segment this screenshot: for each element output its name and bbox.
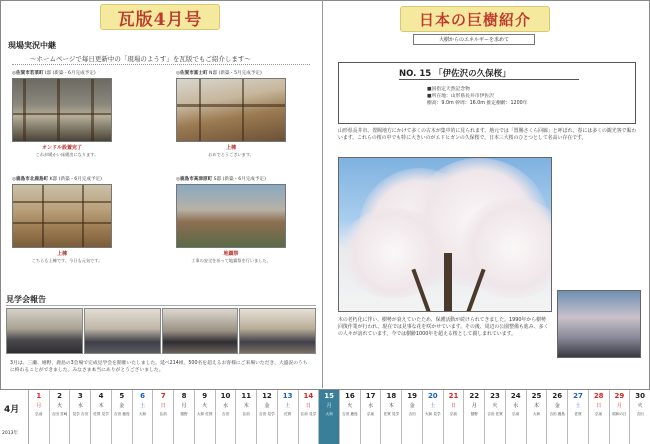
calendar-weekday: 火 <box>347 403 353 409</box>
site-place: ◎佐賀市若菜町 <box>12 71 44 76</box>
open-house-photo <box>6 308 83 354</box>
calendar-day-event: 大和 <box>138 412 147 416</box>
calendar-day-number: 21 <box>448 392 459 400</box>
calendar-day <box>547 390 568 444</box>
calendar-day <box>423 390 444 444</box>
tree-number-title: NO. 15 「伊佐沢の久保桜」 <box>399 69 511 79</box>
calendar-day <box>319 390 340 444</box>
calendar-month-cell <box>0 390 29 444</box>
calendar-day <box>568 390 589 444</box>
calendar-day-event: 弘前 <box>512 412 520 416</box>
calendar-day-event: 吉田 鹿島 <box>114 412 130 416</box>
calendar-weekday: 月 <box>471 403 477 409</box>
calendar-day-number: 1 <box>36 392 42 400</box>
calendar-month: 4月 <box>4 405 20 415</box>
calendar-day <box>630 390 650 444</box>
site-name: S邸 <box>213 177 222 182</box>
tree-description: 山形県長井市、置賜地方にかけて多くの古木が集中的に見られます。地元では「置賜さくら回廊」と呼ばれ、春には多くの観光客で賑わいます。これらの桜の中でも特に大きいのがエドヒガンの久保桜で、日本三大桜のひとつとして名高い存在です。 <box>338 128 637 142</box>
calendar-day-event: 吉田 <box>408 412 416 416</box>
calendar-day-number: 9 <box>202 392 208 400</box>
calendar-weekday: 金 <box>554 403 560 409</box>
calendar-weekday: 金 <box>264 403 270 409</box>
open-house-photo <box>84 308 161 354</box>
calendar-day-event: 佐賀 見学 <box>93 412 109 416</box>
cherry-tree-detail-photo <box>557 290 641 358</box>
site-name: K邸 <box>49 177 58 182</box>
calendar-day-event: 佐賀 <box>284 412 292 416</box>
calendar-day-number: 27 <box>573 392 583 400</box>
calendar-day-number: 2 <box>57 392 63 400</box>
calendar-day-number: 3 <box>77 392 83 400</box>
calendar-day-number: 14 <box>303 392 314 400</box>
tree-title-rule <box>399 79 579 80</box>
open-house-photo <box>162 308 239 354</box>
calendar-weekday: 日 <box>451 403 457 409</box>
site-label: 地鎮祭 <box>223 251 239 257</box>
calendar-day-number: 23 <box>490 392 500 400</box>
calendar-day-event: 嬉野 <box>470 412 478 416</box>
calendar-day-event: 弘前 見学 <box>300 412 317 416</box>
calendar-day-number: 15 <box>324 392 335 400</box>
calendar-day <box>589 390 610 444</box>
calendar-day-event: 吉田 <box>636 412 644 416</box>
calendar-days <box>29 390 650 444</box>
calendar-day <box>70 390 91 444</box>
site-status: (新築・5月完成予定) <box>218 71 262 76</box>
calendar-weekday: 木 <box>243 403 249 409</box>
calendar-weekday: 火 <box>492 403 498 409</box>
site-card-4 <box>176 176 316 264</box>
calendar-weekday: 金 <box>119 403 125 409</box>
calendar-day-event: 大和 佐賀 <box>196 412 213 416</box>
calendar-day <box>278 390 299 444</box>
calendar-weekday: 水 <box>368 403 374 409</box>
site-place: ◎佐賀市富士町 <box>176 71 208 76</box>
calendar-weekday: 金 <box>409 403 415 409</box>
calendar-day-event: 嬉野 <box>180 412 188 416</box>
calendar-day <box>464 390 485 444</box>
calendar-weekday: 火 <box>637 403 643 409</box>
open-house-photo <box>239 308 316 354</box>
site-place: ◎鹿島市北鹿島町 <box>12 177 49 182</box>
calendar-day <box>153 390 174 444</box>
feature-banner <box>400 6 550 32</box>
feature-title: 日本の巨樹紹介 <box>418 10 531 29</box>
site-status: (新築・6月完成予定) <box>58 177 102 182</box>
calendar-day-number: 13 <box>282 392 293 400</box>
calendar-day <box>527 390 548 444</box>
calendar-day <box>91 390 112 444</box>
calendar-weekday: 月 <box>326 403 332 409</box>
calendar-day <box>299 390 320 444</box>
calendar-day-number: 17 <box>365 392 376 400</box>
tree-dimensions: 樹高：9.0m 幹周：16.0m 推定樹齢：1200年 <box>427 101 528 107</box>
site-note: おめでとうございます。 <box>208 152 254 157</box>
calendar-weekday: 土 <box>140 403 146 409</box>
section-subtitle: ～ホームページで毎日更新中の「現場のようす」を瓦版でもご紹介します～ <box>30 55 251 63</box>
site-photo <box>176 184 286 248</box>
calendar-year: 2013年 <box>2 431 18 436</box>
site-name: N邸 <box>209 71 218 76</box>
calendar-day <box>506 390 527 444</box>
tree-info-box <box>338 62 636 124</box>
calendar-weekday: 火 <box>57 403 63 409</box>
calendar-weekday: 水 <box>222 403 228 409</box>
site-name: I邸 <box>45 71 51 76</box>
tree-location: ■所在地：山形県長井市伊佐沢 <box>427 94 494 100</box>
calendar-day-number: 28 <box>593 392 604 400</box>
calendar-day <box>195 390 216 444</box>
calendar-weekday: 水 <box>77 403 83 409</box>
site-label: オンドル設置完了 <box>41 145 82 151</box>
site-label: 上棟 <box>225 145 236 151</box>
calendar-day-event: 大和 見学 <box>425 412 441 416</box>
calendar-day-number: 25 <box>531 392 542 400</box>
calendar-weekday: 土 <box>430 403 436 409</box>
site-note: これが暖かい床暖房になります。 <box>35 152 99 157</box>
calendar-weekday: 土 <box>285 403 291 409</box>
dotted-divider <box>12 64 310 65</box>
site-status: (新築・6月完成予定) <box>222 177 266 182</box>
page-divider <box>322 0 323 388</box>
section-rule <box>6 305 316 306</box>
calendar-day-number: 11 <box>241 392 252 400</box>
calendar-day-number: 22 <box>469 392 480 400</box>
calendar-day <box>29 390 50 444</box>
left-page <box>0 0 322 388</box>
calendar-day-event: 佐賀 <box>574 412 582 416</box>
site-card-2 <box>176 70 316 158</box>
calendar-day-number: 8 <box>181 392 187 400</box>
calendar-weekday: 日 <box>305 403 311 409</box>
calendar-day-number: 7 <box>160 392 166 400</box>
calendar-day-event: 弘前 <box>159 412 167 416</box>
calendar-day <box>381 390 402 444</box>
calendar-weekday: 月 <box>36 403 42 409</box>
section-title-site-report: 現場実況中継 <box>8 41 56 50</box>
feature-subtitle: 大樹からのエネルギーを求めて <box>413 34 535 45</box>
calendar-weekday: 火 <box>202 403 208 409</box>
calendar-day-number: 19 <box>407 392 417 400</box>
calendar-day <box>361 390 382 444</box>
calendar-weekday: 日 <box>160 403 166 409</box>
site-place: ◎鹿島市高津原町 <box>176 177 213 182</box>
calendar-day-number: 26 <box>552 392 563 400</box>
calendar-day-event: 大和 <box>325 412 333 416</box>
cherry-tree-photo <box>338 157 552 312</box>
calendar-weekday: 木 <box>388 403 394 409</box>
calendar-weekday: 土 <box>575 403 581 409</box>
calendar-day-event: 佐賀 見学 <box>383 412 400 416</box>
calendar-day <box>112 390 133 444</box>
site-photo <box>12 184 112 248</box>
calendar-day-event: 弘前 <box>449 412 458 416</box>
tree-history-text: 木の老朽化に伴い、樹勢が衰えていたため、保護活動が続けられてきました。1990年から樹勢回復作業が行われ、現在では見事な花を咲かせています。その後、周辺の公園整備も進み、多くの人々が訪れています。今では樹齢1000年を超える桜として親しまれています。 <box>338 317 549 338</box>
site-card-1 <box>12 70 152 158</box>
calendar-day-event: 吉田 <box>221 412 230 416</box>
calendar-day <box>216 390 237 444</box>
site-photo <box>12 78 112 142</box>
calendar-day <box>402 390 423 444</box>
calendar-day-event: 吉田 佐賀 <box>487 412 503 416</box>
calendar-day-number: 4 <box>98 392 104 400</box>
calendar-day-event: 弘前 <box>35 412 43 416</box>
calendar-day-event: 弘前 <box>367 412 375 416</box>
calendar-day <box>50 390 71 444</box>
calendar-day-event: 昭和の日 <box>612 412 627 416</box>
calendar-day <box>257 390 278 444</box>
calendar-weekday: 木 <box>533 403 539 409</box>
site-note: こちらも上棟です。今日も元気です。 <box>31 258 103 263</box>
calendar-day-number: 29 <box>614 392 625 400</box>
calendar-day <box>485 390 506 444</box>
site-photo <box>176 78 286 142</box>
calendar-day-event: 弘前 <box>595 412 603 416</box>
section-title-open-house: 見学会報告 <box>6 295 46 304</box>
calendar-day-number: 10 <box>220 392 231 400</box>
calendar-day <box>133 390 154 444</box>
calendar-day-event: 見学 吉田 <box>72 412 89 416</box>
calendar-day-number: 5 <box>119 392 125 400</box>
calendar-weekday: 月 <box>616 403 622 409</box>
calendar-day <box>340 390 361 444</box>
newsletter-banner <box>100 4 220 30</box>
tree-designation: ■国指定天然記念物 <box>427 87 470 92</box>
calendar-day-number: 16 <box>345 392 355 400</box>
calendar-day-event: 吉田 鹿島 <box>549 412 565 416</box>
calendar-day-number: 18 <box>386 392 397 400</box>
monthly-calendar <box>0 389 650 444</box>
calendar-day-event: 大和 <box>532 412 541 416</box>
calendar-weekday: 木 <box>98 403 104 409</box>
calendar-day-event: 吉田 鹿島 <box>342 412 358 416</box>
calendar-day-number: 20 <box>427 392 438 400</box>
site-label: 上棟 <box>56 251 67 257</box>
calendar-day <box>174 390 195 444</box>
calendar-weekday: 日 <box>596 403 602 409</box>
calendar-day-event: 吉田 見学 <box>259 412 275 416</box>
site-status: (新築・6月完成予定) <box>52 71 96 76</box>
calendar-day-event: 吉田 宮崎 <box>51 412 68 416</box>
calendar-day-number: 24 <box>510 392 521 400</box>
newsletter-title: 瓦版4月号 <box>117 9 203 30</box>
calendar-day <box>610 390 631 444</box>
open-house-report-text: 3月は、三瀬、嬉野、鹿島の3会場で完成見学会を開催いたしました。延べ214組、500名を超えるお客様にご来場いただき、大盛況のうちに終わることができました。みなさま本当にありがとうございました。 <box>10 361 308 373</box>
calendar-day-number: 12 <box>262 392 272 400</box>
calendar-day-number: 30 <box>635 392 646 400</box>
calendar-weekday: 月 <box>181 403 187 409</box>
site-card-3 <box>12 176 152 264</box>
calendar-day <box>444 390 465 444</box>
site-note: 工事の安全を祈って地鎮祭を行いました。 <box>191 258 271 263</box>
open-house-photo-strip <box>6 308 316 354</box>
calendar-day-event: 弘前 <box>242 412 250 416</box>
calendar-day <box>236 390 257 444</box>
calendar-day-number: 6 <box>140 392 145 400</box>
calendar-weekday: 水 <box>513 403 519 409</box>
